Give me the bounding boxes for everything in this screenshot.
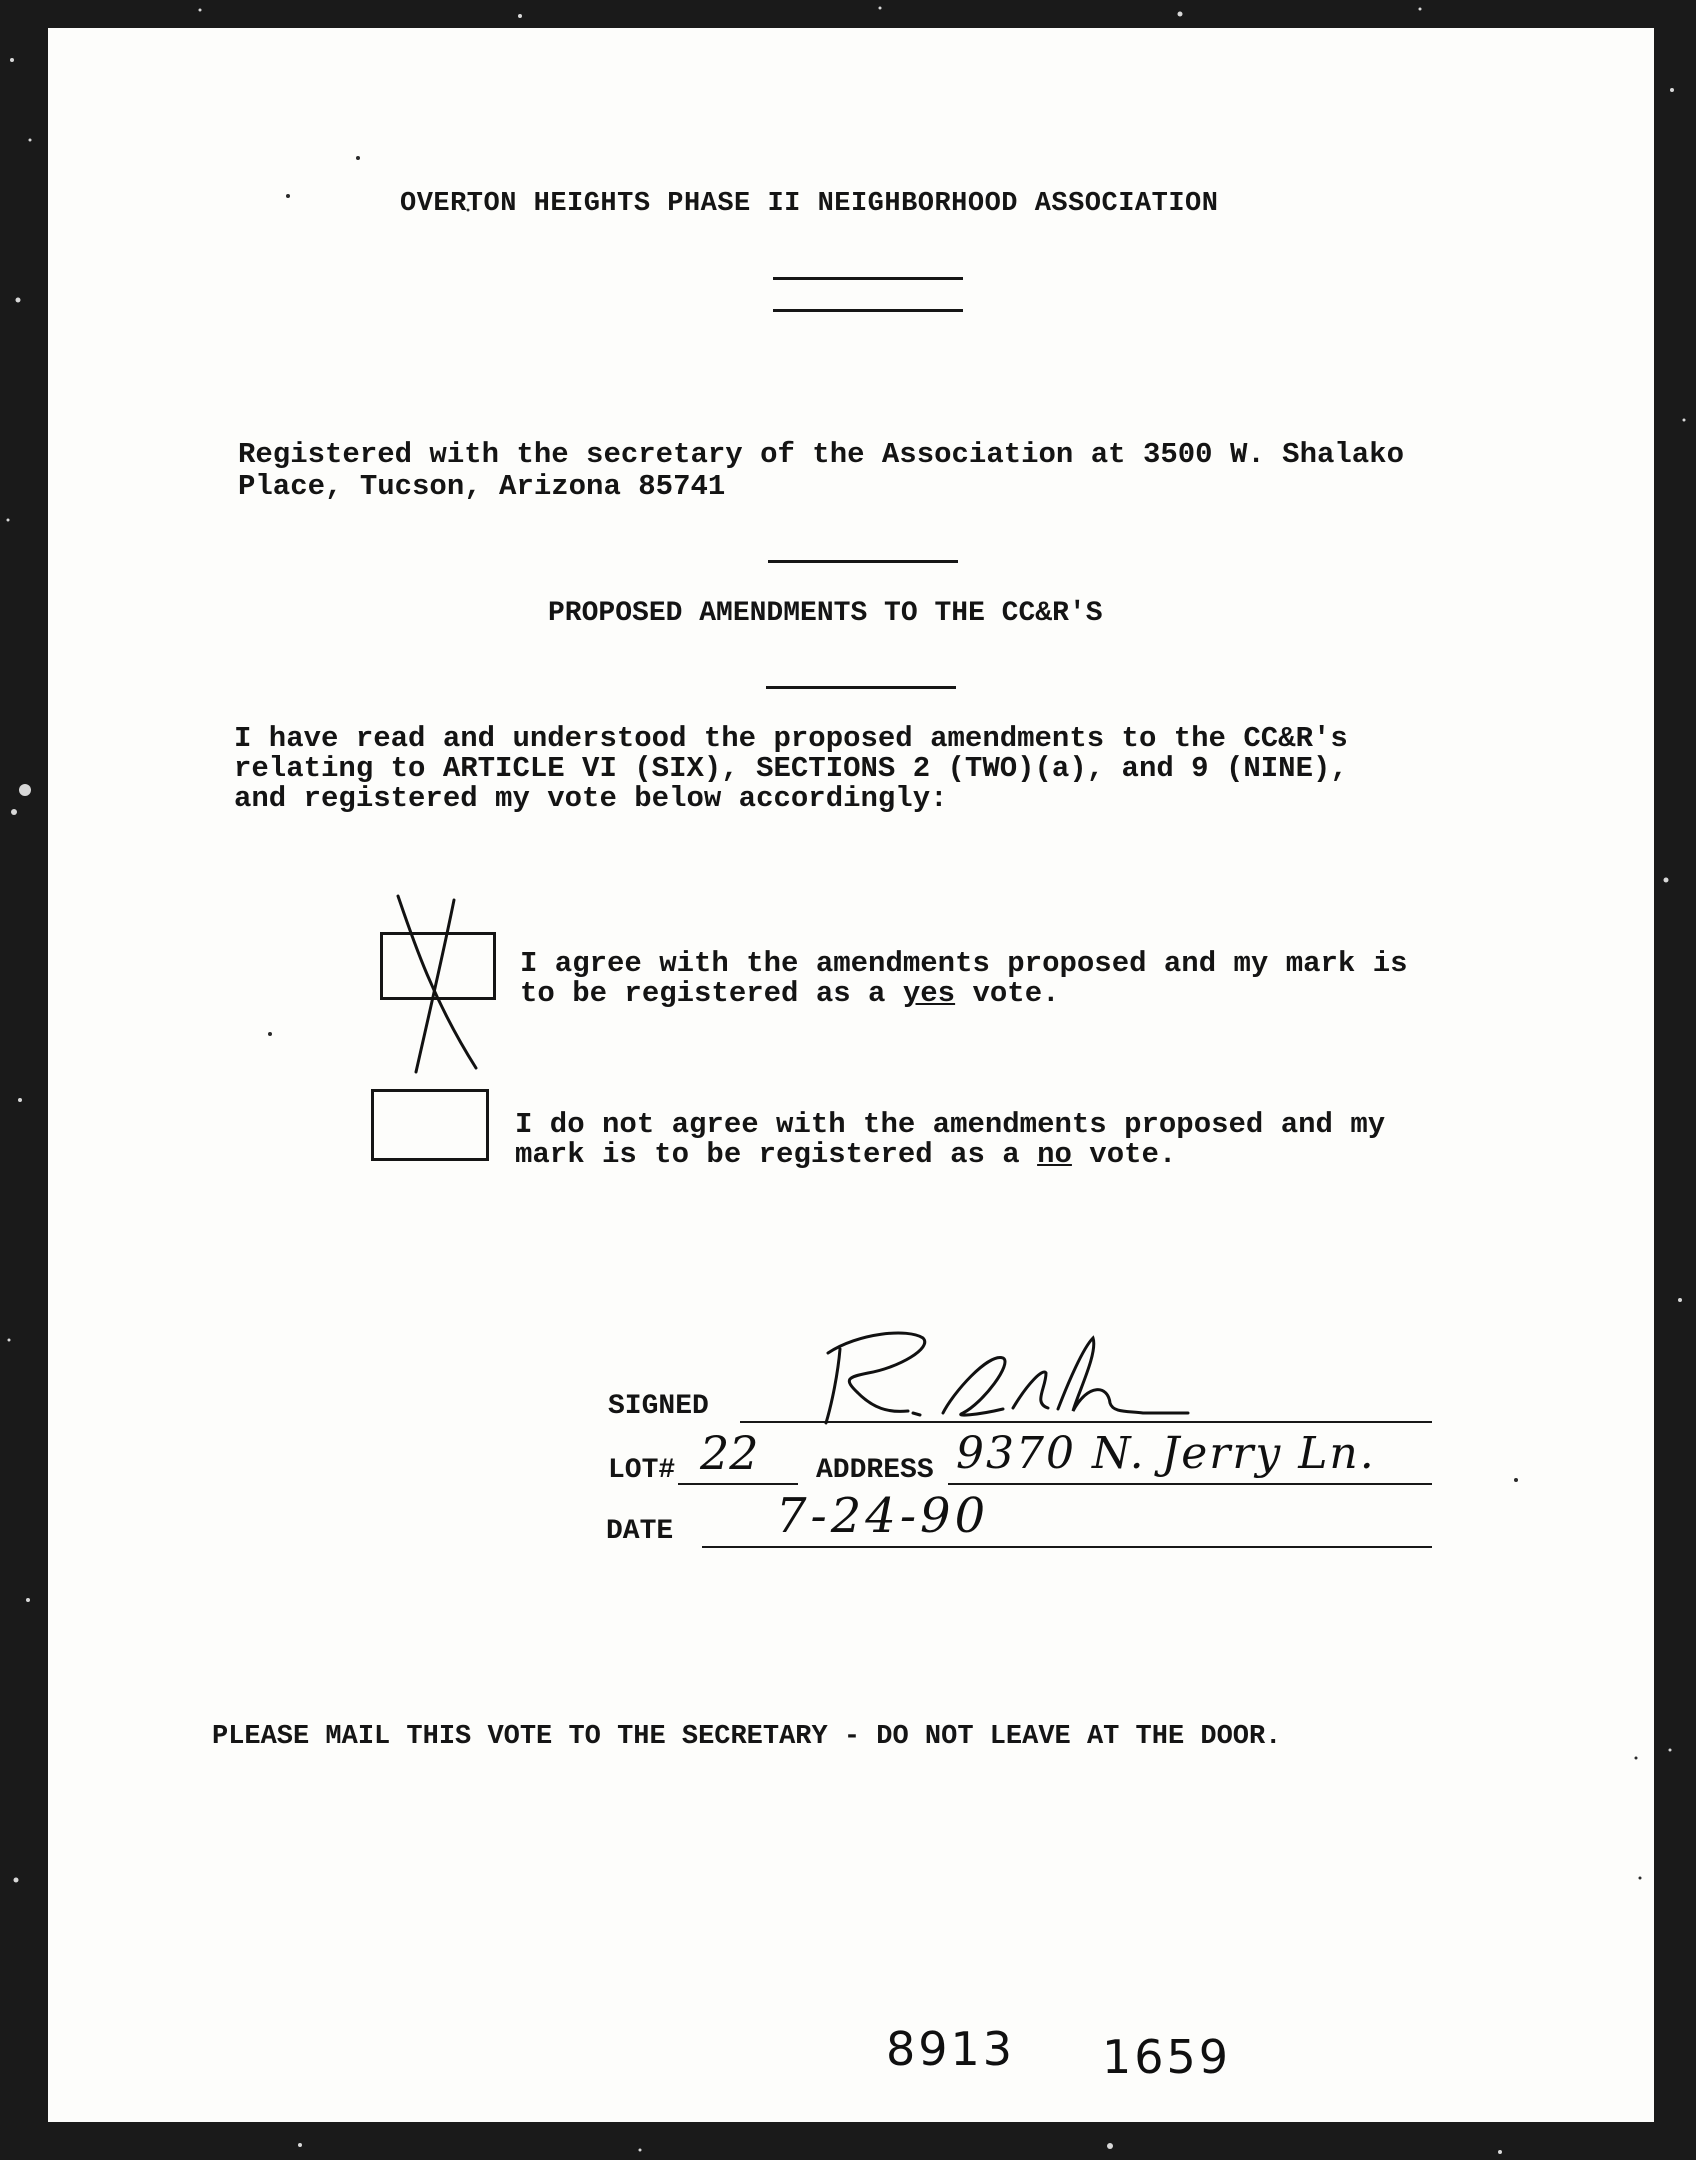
no-vote-text-post: vote. — [1071, 1138, 1177, 1171]
handwritten-x-mark-icon — [378, 890, 498, 1080]
no-vote-text-pre: mark is to be registered as a — [515, 1138, 1038, 1171]
stamp-number-right: 1659 — [1102, 2030, 1232, 2084]
signed-label: SIGNED — [608, 1391, 709, 1422]
date-value: 7-24-90 — [776, 1488, 990, 1544]
statement-line-2: relating to ARTICLE VI (SIX), SECTIONS 2 (TWO)(a), and 9 (NINE), — [234, 752, 1348, 785]
date-label: DATE — [606, 1516, 674, 1547]
no-vote-checkbox[interactable] — [371, 1089, 489, 1161]
title-divider-lower — [773, 309, 963, 312]
address-line — [948, 1483, 1432, 1485]
no-vote-text-line-2 — [515, 1140, 1176, 1169]
yes-vote-text-line-2 — [520, 979, 1060, 1008]
registration-line-2: Place, Tucson, Arizona 85741 — [238, 470, 726, 503]
mail-instruction: PLEASE MAIL THIS VOTE TO THE SECRETARY - DO NOT LEAVE AT THE DOOR. — [212, 1722, 1282, 1752]
yes-vote-emphasis: yes — [902, 977, 956, 1010]
address-label: ADDRESS — [816, 1455, 934, 1486]
stamp-number-left: 8913 — [886, 2022, 1016, 2076]
no-vote-emphasis: no — [1037, 1138, 1072, 1171]
date-line — [702, 1546, 1432, 1548]
lot-line — [678, 1483, 798, 1485]
yes-vote-text-post: vote. — [955, 977, 1060, 1010]
registration-line-1: Registered with the secretary of the Association at 3500 W. Shalako — [238, 438, 1404, 471]
no-vote-text-line-1: I do not agree with the amendments proposed and my — [515, 1108, 1386, 1141]
statement-line-1: I have read and understood the proposed amendments to the CC&R's — [234, 722, 1348, 755]
lot-label: LOT# — [608, 1455, 676, 1486]
document-page — [48, 28, 1654, 2122]
paper-speckles — [48, 28, 1654, 2122]
lot-value: 22 — [700, 1426, 759, 1480]
section-divider-upper — [768, 560, 958, 563]
section-divider-lower — [766, 686, 956, 689]
yes-vote-text-line-1: I agree with the amendments proposed and my mark is — [520, 947, 1408, 980]
handwritten-signature-icon — [748, 1313, 1228, 1433]
address-value: 9370 N. Jerry Ln. — [956, 1428, 1376, 1479]
statement-line-3: and registered my vote below accordingly: — [234, 782, 948, 815]
association-title: OVERTON HEIGHTS PHASE II NEIGHBORHOOD ASSOCIATION — [400, 189, 1219, 219]
title-divider-upper — [773, 277, 963, 280]
section-title: PROPOSED AMENDMENTS TO THE CC&R'S — [548, 598, 1103, 629]
yes-vote-text-pre: to be registered as a — [520, 977, 903, 1010]
